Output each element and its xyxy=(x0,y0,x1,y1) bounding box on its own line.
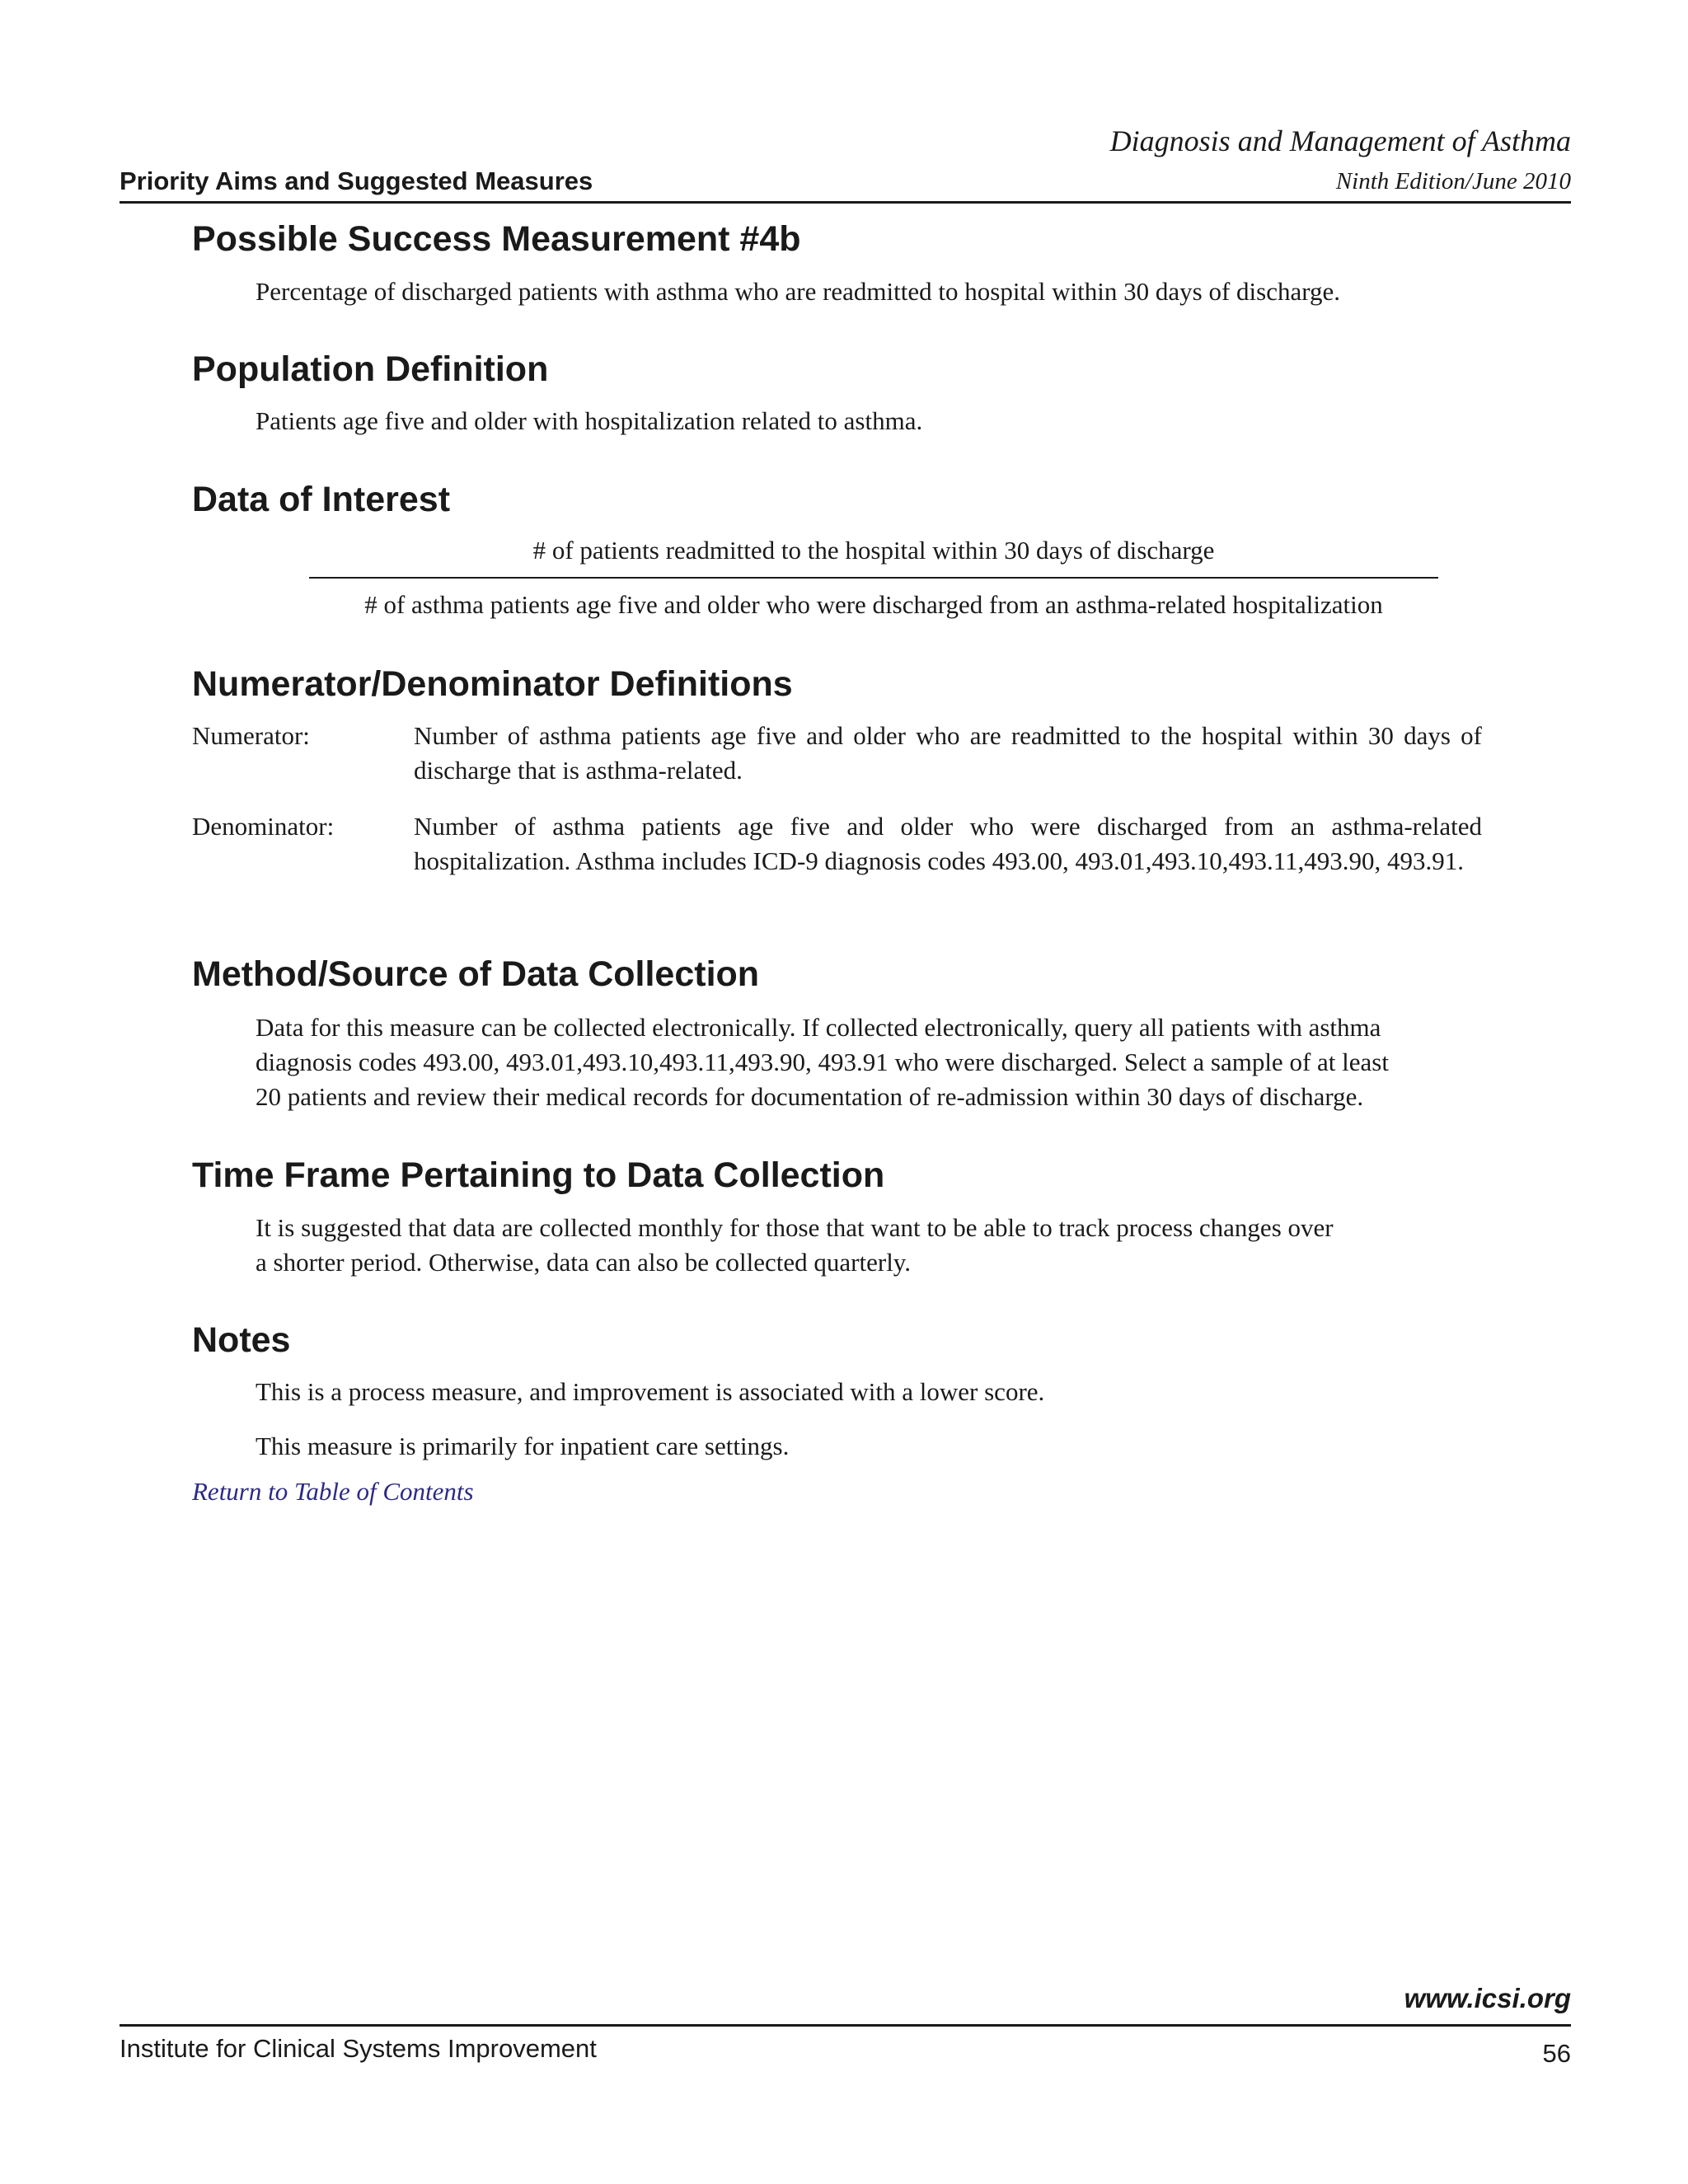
definitions-heading: Numerator/Denominator Definitions xyxy=(192,664,793,704)
footer-divider xyxy=(120,2024,1571,2027)
website-link[interactable]: www.icsi.org xyxy=(1404,1983,1571,2013)
return-to-toc-link[interactable]: Return to Table of Contents xyxy=(192,1477,474,1506)
time-frame-line: It is suggested that data are collected monthly for those that want to be able to track process changes over xyxy=(256,1213,1334,1242)
method-line: diagnosis codes 493.00, 493.01,493.10,493.11,493.90, 493.91 who were discharged. Select a sample of at least xyxy=(256,1047,1389,1076)
fraction-numerator: # of patients readmitted to the hospital within 30 days of discharge xyxy=(532,536,1215,565)
method-heading: Method/Source of Data Collection xyxy=(192,954,760,994)
method-line: 20 patients and review their medical records for documentation of re-admission within 30 days of discharge. xyxy=(256,1082,1364,1111)
section-title: Priority Aims and Suggested Measures xyxy=(120,166,593,195)
time-frame-heading: Time Frame Pertaining to Data Collection xyxy=(192,1155,885,1195)
notes-item: This is a process measure, and improvement is associated with a lower score. xyxy=(256,1377,1045,1406)
method-line: Data for this measure can be collected electronically. If collected electronically, query all patients with asthma xyxy=(256,1013,1381,1042)
notes-heading: Notes xyxy=(192,1320,291,1360)
data-of-interest-fraction xyxy=(297,534,1451,621)
header-divider xyxy=(120,201,1571,204)
population-text: Patients age five and older with hospitalization related to asthma. xyxy=(256,406,923,435)
numerator-definition: Number of asthma patients age five and older who are readmitted to the hospital within 30 days of discharge that is asthma-related. xyxy=(414,721,1482,785)
measure-heading: Possible Success Measurement #4b xyxy=(192,219,801,259)
denominator-definition: Number of asthma patients age five and older who were discharged from an asthma-related hospitalization. Asthma includes ICD-9 diagnosis codes 493.00, 493.01,493.10,493.11,493.90, 493.91. xyxy=(414,812,1482,875)
fraction-bar xyxy=(309,577,1438,579)
measure-text: Percentage of discharged patients with asthma who are readmitted to hospital within 30 days of discharge. xyxy=(256,277,1341,306)
fraction-denominator: # of asthma patients age five and older who were discharged from an asthma-related hospitalization xyxy=(364,590,1383,619)
population-heading: Population Definition xyxy=(192,349,549,389)
denominator-label: Denominator: xyxy=(192,812,335,841)
notes-item: This measure is primarily for inpatient care settings. xyxy=(256,1432,790,1460)
document-title: Diagnosis and Management of Asthma xyxy=(1109,124,1571,157)
organization-name: Institute for Clinical Systems Improvement xyxy=(120,2034,597,2063)
data-of-interest-heading: Data of Interest xyxy=(192,480,451,519)
edition-label: Ninth Edition/June 2010 xyxy=(1335,168,1571,194)
time-frame-line: a shorter period. Otherwise, data can also be collected quarterly. xyxy=(256,1248,912,1277)
page-number: 56 xyxy=(1542,2039,1571,2068)
numerator-label: Numerator: xyxy=(192,721,310,750)
